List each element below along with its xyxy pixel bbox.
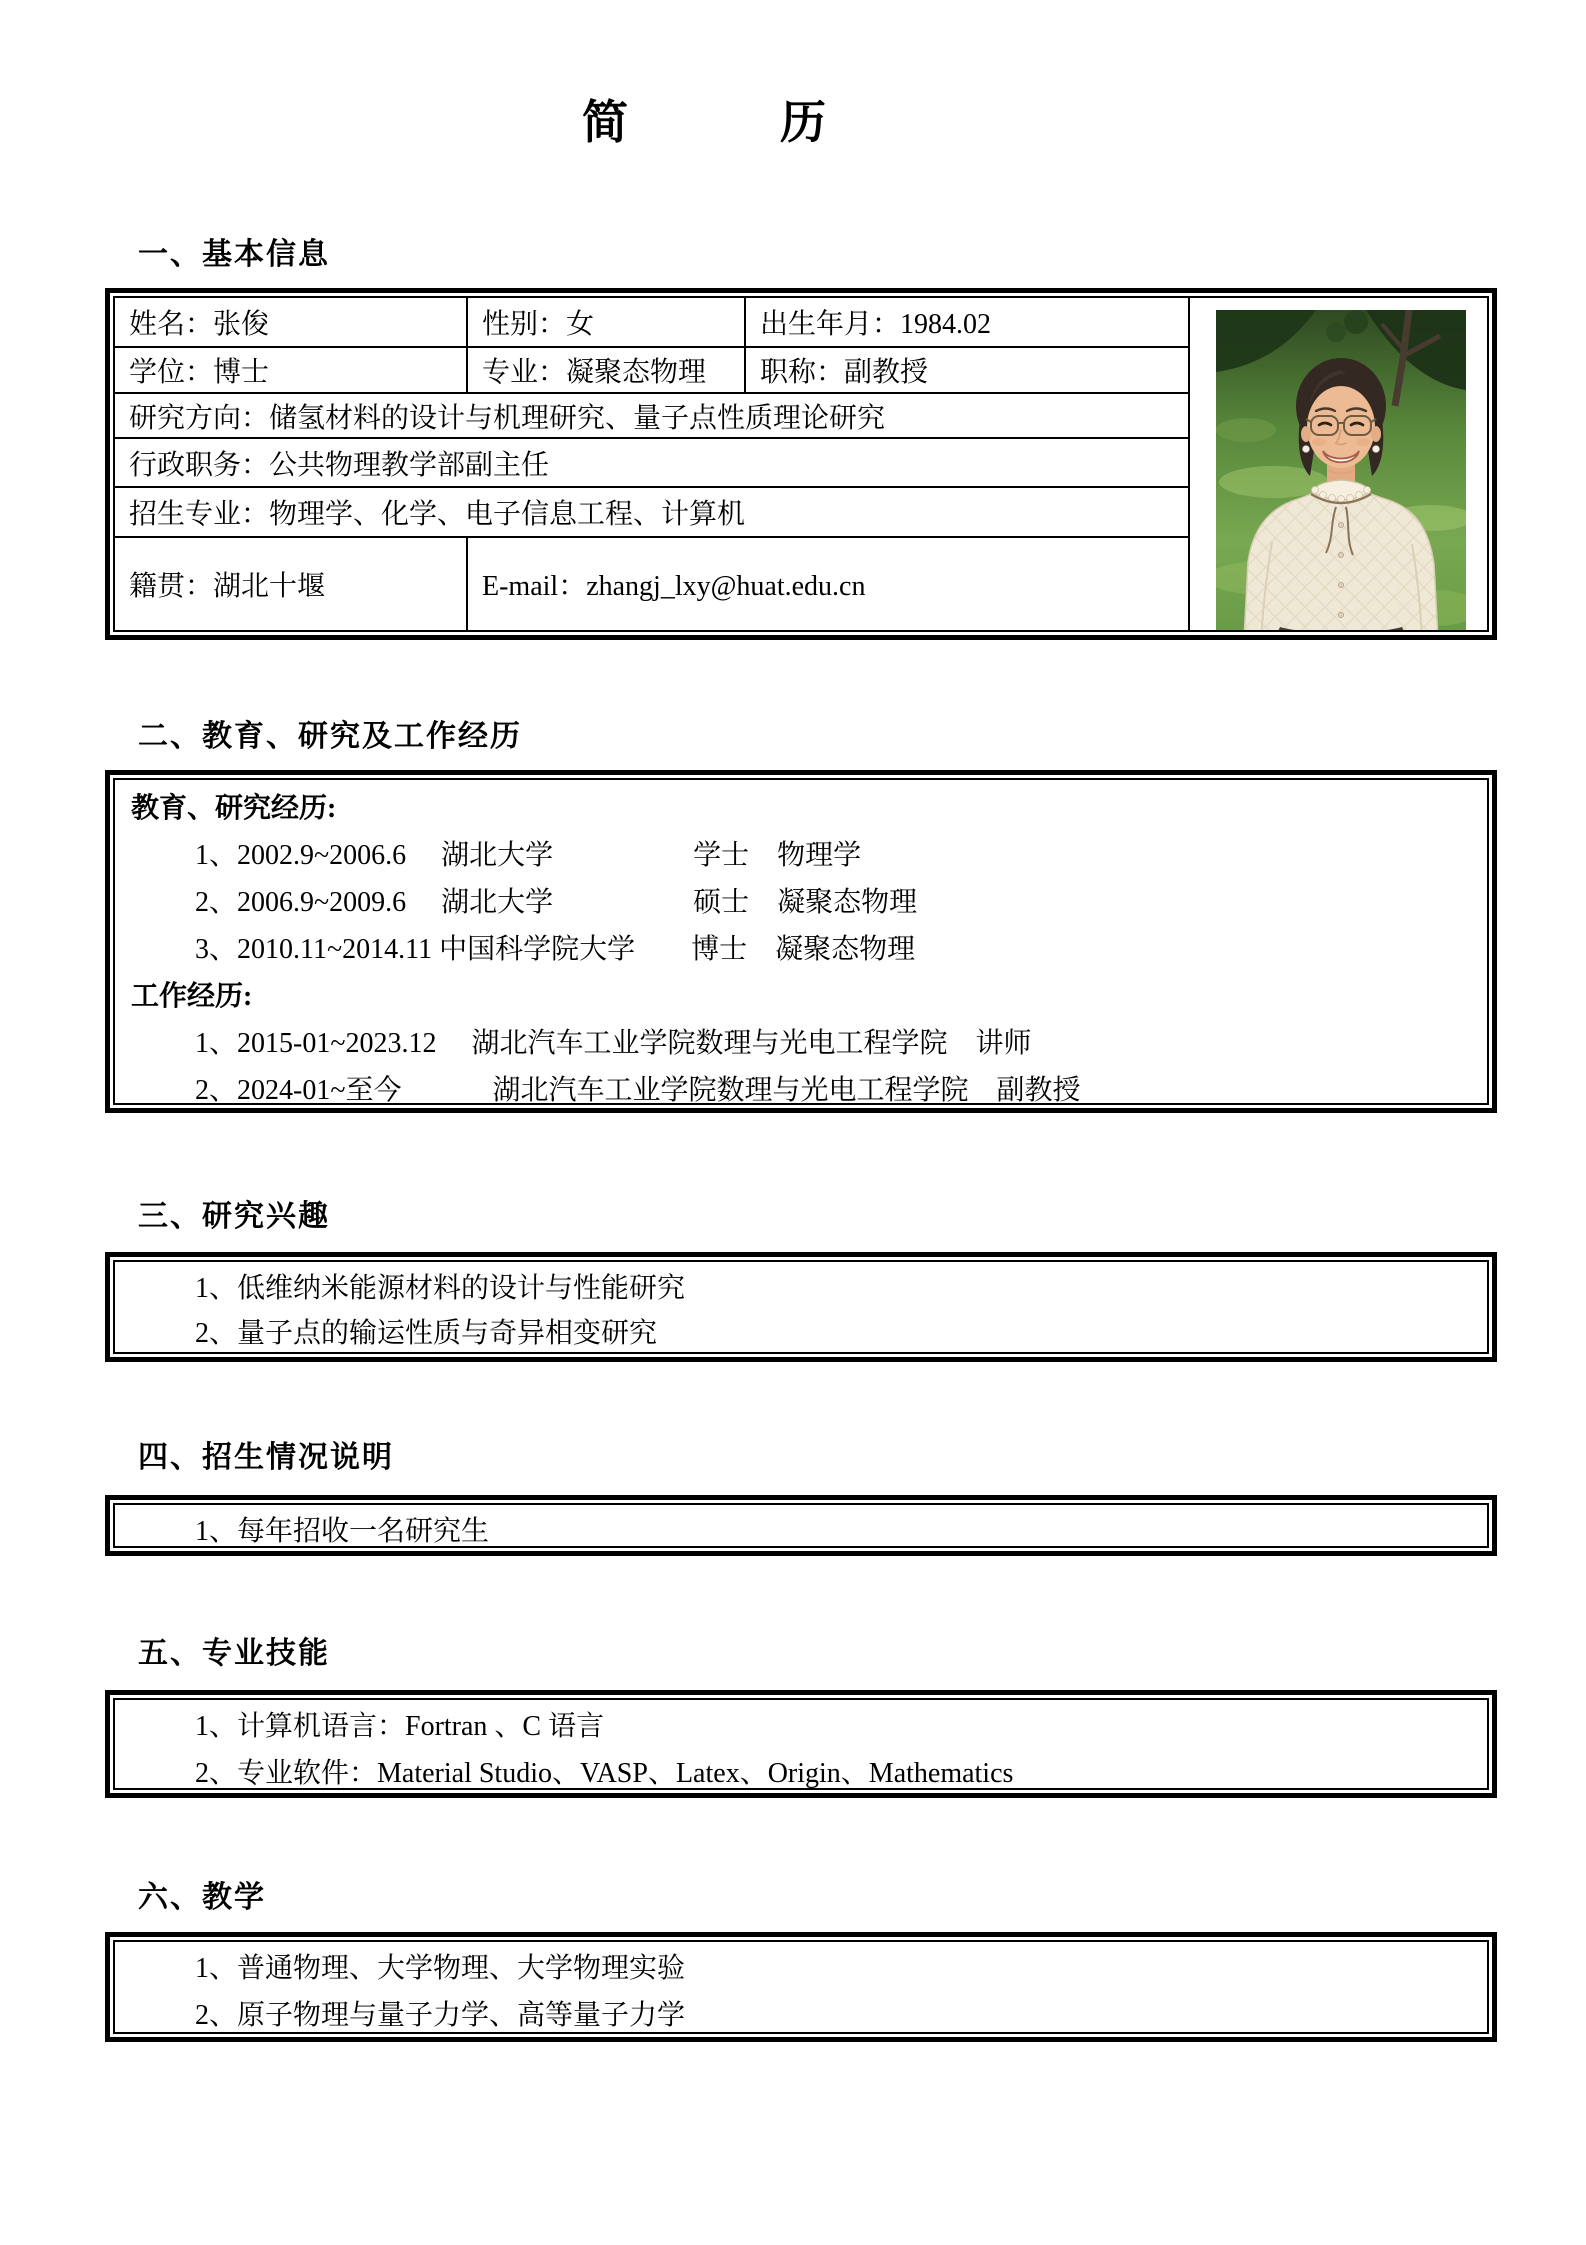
page-title-char-left: 简 xyxy=(582,97,630,148)
section-heading-interests: 三、研究兴趣 xyxy=(138,1200,330,1233)
work-item: 1、2015-01~2023.12 湖北汽车工业学院数理与光电工程学院 讲师 xyxy=(195,1027,1032,1059)
cell-email: E-mail：zhangj_lxy@huat.edu.cn xyxy=(468,538,1190,630)
cell-gender: 性别：女 xyxy=(468,298,746,348)
enrollment-item: 1、每年招收一名研究生 xyxy=(195,1515,490,1547)
teaching-box xyxy=(105,1932,1497,2042)
page-title-char-right: 历 xyxy=(780,97,828,148)
interests-box xyxy=(105,1252,1497,1362)
basic-info-table xyxy=(105,288,1497,640)
interest-item: 2、量子点的输运性质与奇异相变研究 xyxy=(195,1317,658,1349)
edu-item: 2、2006.9~2009.6 湖北大学 硕士 凝聚态物理 xyxy=(195,886,918,918)
section-heading-teaching: 六、教学 xyxy=(138,1881,266,1914)
edu-item: 1、2002.9~2006.6 湖北大学 学士 物理学 xyxy=(195,839,862,871)
section-heading-enrollment: 四、招生情况说明 xyxy=(138,1441,394,1474)
cell-native-place: 籍贯：湖北十堰 xyxy=(115,538,468,630)
cell-research-direction: 研究方向：储氢材料的设计与机理研究、量子点性质理论研究 xyxy=(115,394,1190,439)
section-heading-skills: 五、专业技能 xyxy=(138,1637,330,1670)
cell-enroll-majors: 招生专业：物理学、化学、电子信息工程、计算机 xyxy=(115,488,1190,538)
experience-box xyxy=(105,770,1497,1113)
profile-photo-cell xyxy=(1190,298,1487,630)
skill-item: 2、专业软件：Material Studio、VASP、Latex、Origin、Mathematics xyxy=(195,1757,1014,1789)
cell-name: 姓名：张俊 xyxy=(115,298,468,348)
enrollment-box xyxy=(105,1495,1497,1556)
cell-degree: 学位：博士 xyxy=(115,348,468,394)
cell-major: 专业：凝聚态物理 xyxy=(468,348,746,394)
work-item: 2、2024-01~至今 湖北汽车工业学院数理与光电工程学院 副教授 xyxy=(195,1074,1081,1105)
cell-birth-date: 出生年月：1984.02 xyxy=(746,298,1190,348)
cell-admin-post: 行政职务：公共物理教学部副主任 xyxy=(115,439,1190,488)
edu-item: 3、2010.11~2014.11 中国科学院大学 博士 凝聚态物理 xyxy=(195,933,916,965)
teaching-item: 1、普通物理、大学物理、大学物理实验 xyxy=(195,1952,686,1984)
skills-box xyxy=(105,1690,1497,1798)
teaching-item: 2、原子物理与量子力学、高等量子力学 xyxy=(195,1999,686,2031)
cell-prof-title: 职称：副教授 xyxy=(746,348,1190,394)
edu-research-label: 教育、研究经历: xyxy=(131,792,337,824)
skill-item: 1、计算机语言：Fortran 、C 语言 xyxy=(195,1710,605,1742)
interest-item: 1、低维纳米能源材料的设计与性能研究 xyxy=(195,1272,686,1304)
work-label: 工作经历: xyxy=(131,980,253,1012)
section-heading-basic-info: 一、基本信息 xyxy=(138,238,330,271)
page-title xyxy=(0,86,1410,152)
section-heading-experience: 二、教育、研究及工作经历 xyxy=(138,720,522,753)
profile-photo xyxy=(1216,310,1466,632)
